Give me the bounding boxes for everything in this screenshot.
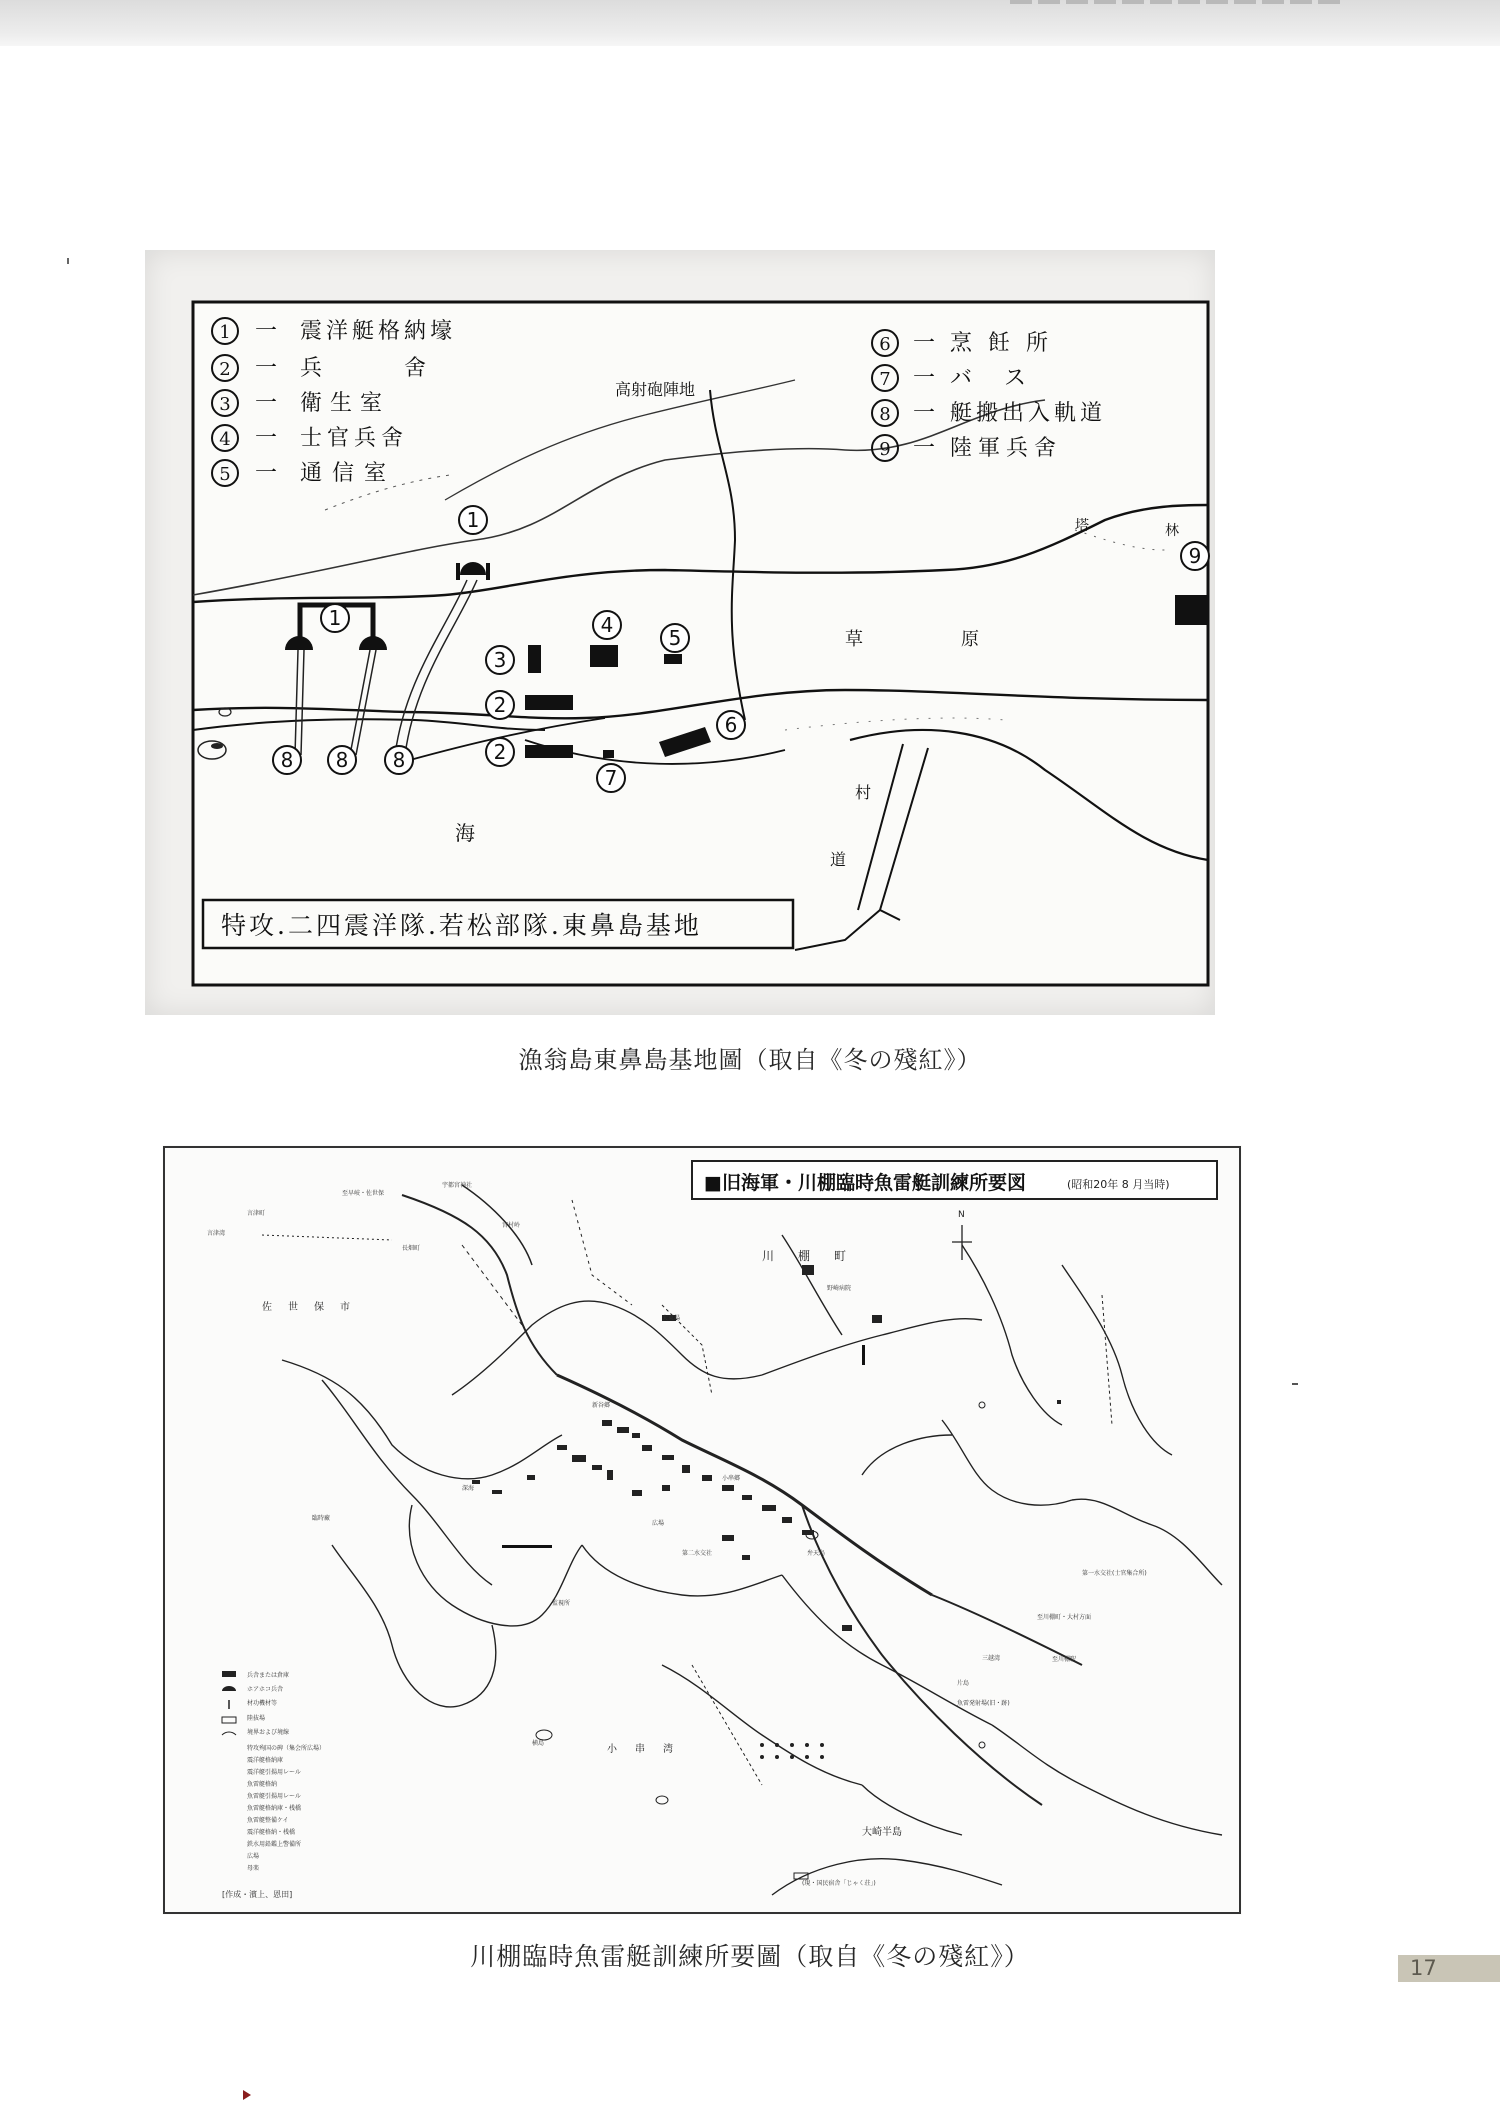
label-forest: 林	[1165, 523, 1179, 539]
figure1-caption: 漁翁島東鼻島基地圖（取自《冬の殘紅》）	[518, 1046, 982, 1074]
map-legend-item: 震洋艇格納庫	[247, 1757, 284, 1764]
label-kotsu-bay: 言津湾	[207, 1230, 226, 1237]
label-utsunomiya-shrine: 宇都宮神社	[442, 1182, 473, 1189]
legend-dash: 一	[913, 436, 936, 461]
map-legend-item: 材功機材等	[247, 1700, 278, 1707]
map-legend-item: 陸抜場	[247, 1715, 266, 1722]
label-suikosha-2: 第二水交社	[682, 1550, 713, 1557]
marker-8-label: 8	[280, 748, 294, 772]
label-torpedo-range: 魚雷発射場(旧・跡)	[957, 1700, 1010, 1707]
legend-num: 5	[219, 464, 231, 485]
building-3	[528, 645, 541, 673]
map-title-date: (昭和20年 8 月当時)	[1067, 1178, 1170, 1191]
marker-4-label: 4	[600, 613, 614, 637]
map-legend-item: 震洋艇引揚用レール	[247, 1769, 301, 1776]
map-title: 特攻.二四震洋隊.若松部隊.東鼻島基地	[221, 911, 702, 940]
map-title: ■旧海軍・川棚臨時魚雷艇訓練所要図	[704, 1172, 1026, 1194]
map-legend-item: 魚雷艇整備ケイ	[247, 1817, 289, 1824]
legend-item-1: 震洋艇格納壕	[300, 319, 457, 344]
building-2b	[525, 745, 573, 758]
marker-7-label: 7	[604, 766, 618, 790]
marker-1-label: 1	[466, 508, 480, 532]
map-legend-item: 特攻殉国の碑（集会所広場）	[247, 1745, 326, 1752]
building-9	[1175, 595, 1208, 625]
map-legend-item: 魚雷艇格納庫・桟橋	[247, 1805, 302, 1812]
building-5	[664, 654, 682, 664]
stray-mark	[1292, 1383, 1298, 1385]
label-to-kawatana-station: 至川棚駅	[1052, 1656, 1077, 1663]
marker-2-label: 2	[493, 693, 507, 717]
label-fukami: 深海	[462, 1485, 475, 1492]
north-label: N	[958, 1210, 965, 1220]
label-square: 広場	[652, 1520, 665, 1527]
map-legend-item: 魚雷艇引揚用レール	[247, 1793, 301, 1800]
building-2a	[525, 695, 573, 710]
marker-6-label: 6	[724, 713, 738, 737]
map-legend-item: 母楽	[247, 1865, 260, 1872]
page-header-band	[0, 0, 1500, 46]
label-osaki-peninsula: 大崎半島	[862, 1827, 902, 1838]
legend-dash: 一	[255, 391, 278, 416]
building-7	[603, 750, 614, 758]
map-credit: [作成・濱上、恩田]	[222, 1890, 293, 1899]
label-nosaki-hospital: 野崎病院	[827, 1285, 852, 1292]
label-nagahata: 長畑町	[402, 1245, 421, 1252]
figure-dongbi-island-base-map	[145, 250, 1215, 1015]
marker-9-label: 9	[1188, 544, 1202, 568]
label-shintani: 新谷郷	[592, 1402, 611, 1409]
label-ogushi: 小串郷	[722, 1475, 741, 1482]
label-to-kawatana-omura: 至川棚町・大村方面	[1037, 1614, 1092, 1621]
header-rule	[1010, 0, 1340, 4]
base-map-svg	[145, 250, 1215, 1015]
label-mikoshi-bay: 三越湾	[982, 1655, 1001, 1662]
map-legend-item: 鉄水用鉛鑑上警備所	[247, 1841, 302, 1848]
legend-dash: 一	[913, 331, 936, 356]
kawatana-map-svg	[162, 1145, 1242, 1915]
figure2-caption: 川棚臨時魚雷艇訓練所要圖（取自《冬の殘紅》）	[470, 1942, 1030, 1971]
label-national-lodge: (現・国民宿舎「じゃく荘」)	[802, 1880, 876, 1887]
label-suikosha-1: 第一水交社(士官集合所)	[1082, 1570, 1147, 1577]
legend-num: 7	[879, 369, 891, 390]
legend-num: 9	[879, 439, 891, 460]
label-rinji: 臨時廠	[312, 1515, 331, 1522]
label-to-sasebo: 至早岐・佐世保	[342, 1190, 385, 1197]
legend-num: 2	[219, 359, 231, 380]
margin-mark	[67, 258, 69, 264]
label-kotsu-town: 言津町	[247, 1210, 266, 1217]
legend-item-7: バス	[950, 366, 1059, 391]
legend-dash: 一	[255, 356, 278, 381]
label-sea: 海	[455, 821, 475, 845]
figure-kawatana-torpedo-training-map	[162, 1145, 1242, 1915]
label-bentenjima: 弁天島	[807, 1550, 826, 1557]
label-road: 道	[830, 850, 847, 869]
corner-arrow-icon	[243, 2090, 251, 2100]
map-legend-item: 境界および境線	[247, 1729, 290, 1736]
legend-item-6: 烹飪所	[950, 331, 1065, 356]
map-frame	[164, 1147, 1240, 1913]
label-daitoba: 大東場	[662, 1315, 681, 1322]
legend-item-3: 衛生室	[300, 391, 391, 416]
label-sasebo-city: 佐 世 保 市	[262, 1302, 353, 1313]
label-miyamura: 宮村岭	[502, 1222, 521, 1229]
legend-num: 6	[879, 334, 891, 355]
label-yokoshima: 横島	[532, 1740, 545, 1747]
legend-item-8: 艇搬出入軌道	[950, 401, 1107, 426]
marker-8-label: 8	[392, 748, 406, 772]
legend-dash: 一	[255, 461, 278, 486]
legend-dash: 一	[255, 319, 278, 344]
label-watch-post: 監視所	[552, 1600, 571, 1607]
page-number: 17	[1398, 1955, 1500, 1982]
legend-item-4: 士官兵舍	[300, 426, 409, 451]
marker-3-label: 3	[493, 648, 507, 672]
marker-1-label: 1	[328, 606, 342, 630]
legend-dash: 一	[255, 426, 278, 451]
label-katashima: 片島	[957, 1680, 970, 1687]
marker-2-label: 2	[493, 740, 507, 764]
label-aa-gun-position: 高射砲陣地	[615, 380, 696, 399]
legend-item-2: 兵 舍	[300, 356, 457, 381]
legend-item-9: 陸軍兵舍	[950, 436, 1063, 461]
map-legend-item: 震洋艇格納・桟橋	[247, 1829, 296, 1836]
marker-8-label: 8	[335, 748, 349, 772]
legend-dash: 一	[913, 366, 936, 391]
map-legend-item: ホアホコ兵舎	[247, 1686, 284, 1693]
legend-num: 8	[879, 404, 891, 425]
building-4	[590, 645, 618, 667]
legend-dash: 一	[913, 401, 936, 426]
islet	[211, 743, 223, 749]
legend-item-5: 通信室	[300, 461, 397, 486]
map-legend-item: 広場	[247, 1853, 260, 1860]
label-grassland: 草 原	[845, 629, 1019, 650]
legend-num: 4	[219, 429, 231, 450]
label-kawatana-town: 川 棚 町	[762, 1249, 847, 1263]
label-village: 村	[855, 783, 872, 802]
legend-num: 1	[219, 322, 231, 343]
label-tower: 塔	[1075, 518, 1089, 534]
marker-5-label: 5	[668, 626, 682, 650]
label-ogushi-bay: 小 串 湾	[607, 1744, 677, 1755]
map-legend-item: 魚雷艇格納	[247, 1781, 278, 1788]
map-legend-item: 兵舎または倉庫	[247, 1672, 290, 1679]
legend-num: 3	[219, 394, 231, 415]
